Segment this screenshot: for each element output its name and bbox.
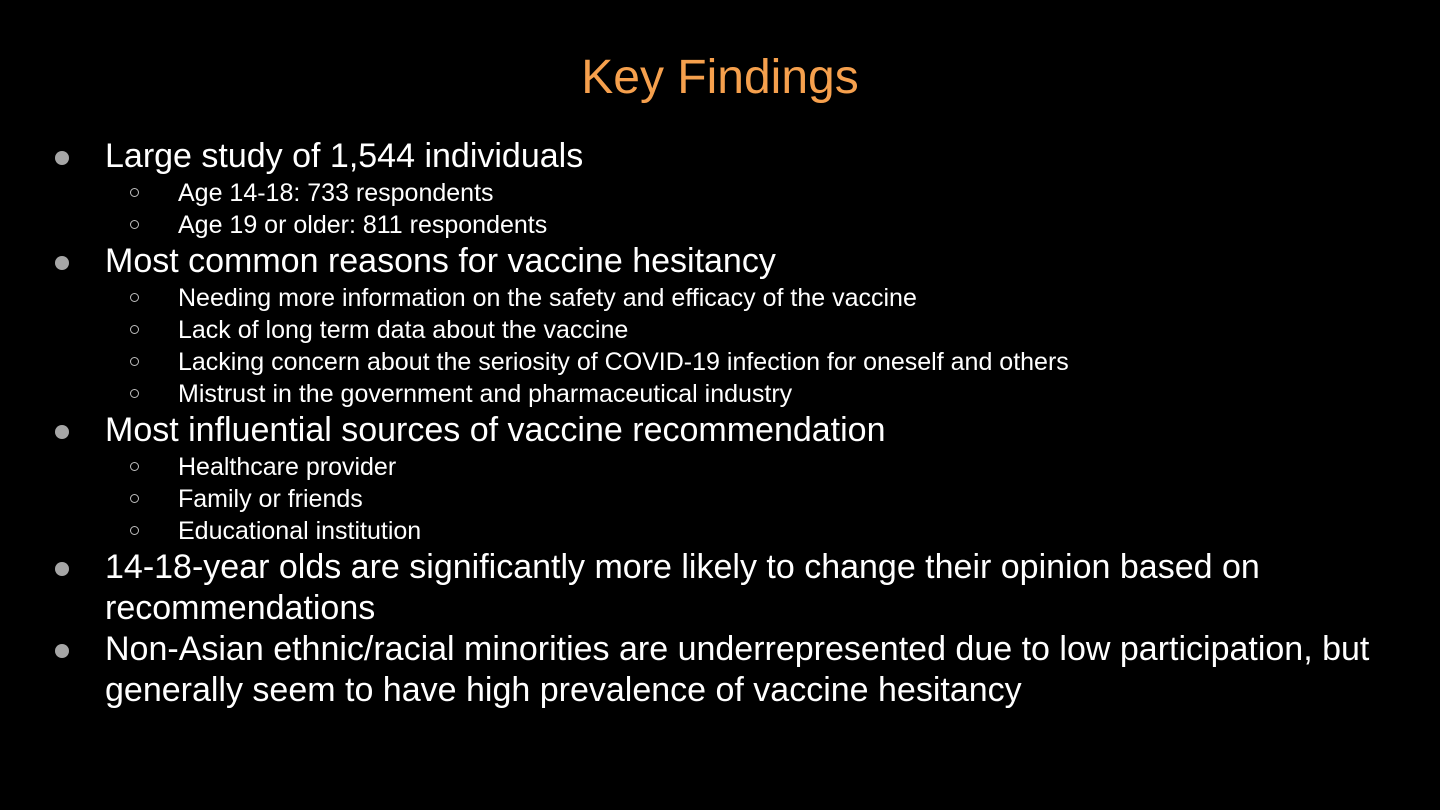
sub-bullet-point xyxy=(0,451,1440,483)
bullet-point xyxy=(0,136,1440,177)
hollow-bullet-icon xyxy=(130,494,139,503)
sub-bullet-point xyxy=(0,378,1440,410)
sub-bullet-text: Lack of long term data about the vaccine xyxy=(178,316,629,344)
bullet-point xyxy=(0,629,1440,711)
bullet-point xyxy=(0,547,1440,629)
bullet-point xyxy=(0,410,1440,451)
sub-bullet-text: Lacking concern about the seriosity of COVID-19 infection for oneself and others xyxy=(178,348,1069,376)
sub-bullet-text: Healthcare provider xyxy=(178,453,397,481)
sub-bullet-text: Age 14-18: 733 respondents xyxy=(178,179,494,207)
bullet-text: Large study of 1,544 individuals xyxy=(105,137,584,175)
filled-bullet-icon xyxy=(55,562,69,576)
hollow-bullet-icon xyxy=(130,462,139,471)
sub-bullet-point xyxy=(0,483,1440,515)
bullet-text: Most influential sources of vaccine recommendation xyxy=(105,411,886,449)
sub-bullet-point xyxy=(0,282,1440,314)
sub-bullet-point xyxy=(0,515,1440,547)
bullet-text: 14-18-year olds are significantly more likely to change their opinion based on recommendations xyxy=(105,548,1260,627)
hollow-bullet-icon xyxy=(130,188,139,197)
filled-bullet-icon xyxy=(55,425,69,439)
slide-title: Key Findings xyxy=(581,51,859,104)
hollow-bullet-icon xyxy=(130,325,139,334)
sub-bullet-text: Needing more information on the safety and efficacy of the vaccine xyxy=(178,284,917,312)
bullet-list xyxy=(0,136,1440,711)
sub-bullet-point xyxy=(0,209,1440,241)
filled-bullet-icon xyxy=(55,151,69,165)
bullet-text: Most common reasons for vaccine hesitancy xyxy=(105,242,776,280)
sub-bullet-text: Mistrust in the government and pharmaceutical industry xyxy=(178,380,793,408)
bullet-text: Non-Asian ethnic/racial minorities are underrepresented due to low participation, but generally seem to have high prevalence of vaccine hesitancy xyxy=(105,630,1370,709)
filled-bullet-icon xyxy=(55,256,69,270)
hollow-bullet-icon xyxy=(130,220,139,229)
hollow-bullet-icon xyxy=(130,526,139,535)
hollow-bullet-icon xyxy=(130,357,139,366)
sub-bullet-point xyxy=(0,177,1440,209)
bullet-point xyxy=(0,241,1440,282)
sub-bullet-text: Family or friends xyxy=(178,485,363,513)
sub-bullet-text: Educational institution xyxy=(178,517,422,545)
hollow-bullet-icon xyxy=(130,293,139,302)
hollow-bullet-icon xyxy=(130,389,139,398)
filled-bullet-icon xyxy=(55,644,69,658)
sub-bullet-point xyxy=(0,314,1440,346)
sub-bullet-text: Age 19 or older: 811 respondents xyxy=(178,211,548,239)
sub-bullet-point xyxy=(0,346,1440,378)
